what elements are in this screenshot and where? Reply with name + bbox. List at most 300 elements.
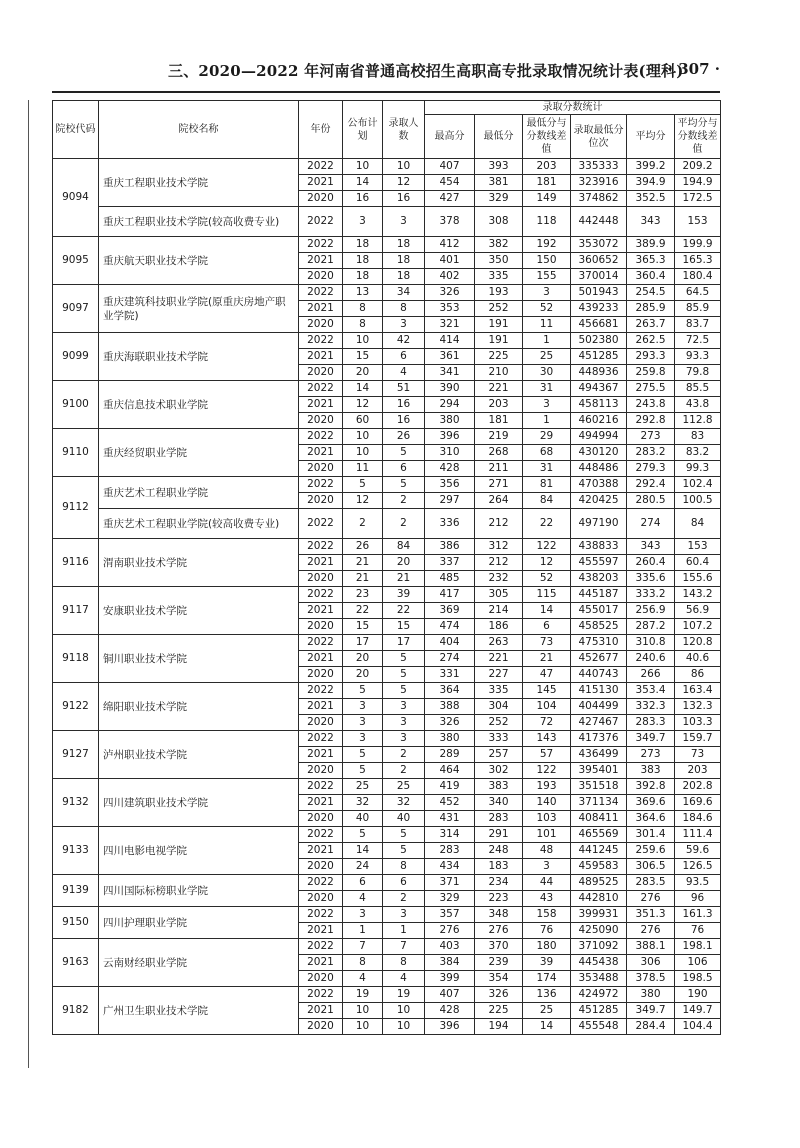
- margin-rule: [28, 100, 29, 1068]
- table-row: [53, 509, 721, 539]
- min-rank-cell: 494994: [571, 429, 627, 445]
- min-score-cell: 212: [475, 555, 523, 571]
- min-rank-cell: 353072: [571, 237, 627, 253]
- school-code: 9139: [53, 875, 99, 907]
- max-score-cell: 434: [425, 859, 475, 875]
- max-score-cell: 326: [425, 715, 475, 731]
- min-diff-cell: 203: [523, 159, 571, 175]
- plan-cell: 40: [343, 811, 383, 827]
- table-row: [53, 333, 721, 349]
- col-plan: 公布计划: [343, 101, 383, 159]
- col-code: 院校代码: [53, 101, 99, 159]
- max-score-cell: 474: [425, 619, 475, 635]
- school-code: 9110: [53, 429, 99, 477]
- min-score-cell: 268: [475, 445, 523, 461]
- min-diff-cell: 103: [523, 811, 571, 827]
- min-rank-cell: 417376: [571, 731, 627, 747]
- min-rank-cell: 452677: [571, 651, 627, 667]
- table-row: [53, 779, 721, 795]
- page-title: 三、2020—2022 年河南省普通高校招生高职高专批录取情况统计表(理科): [168, 62, 684, 80]
- avg-score-cell: 260.4: [627, 555, 675, 571]
- min-score-cell: 234: [475, 875, 523, 891]
- admitted-cell: 8: [383, 301, 425, 317]
- table-row: [53, 285, 721, 301]
- min-rank-cell: 494367: [571, 381, 627, 397]
- avg-score-cell: 287.2: [627, 619, 675, 635]
- year-cell: 2021: [299, 397, 343, 413]
- min-diff-cell: 122: [523, 539, 571, 555]
- plan-cell: 3: [343, 715, 383, 731]
- avg-diff-cell: 83.2: [675, 445, 721, 461]
- plan-cell: 26: [343, 539, 383, 555]
- school-name: 四川电影电视学院: [99, 827, 299, 875]
- year-cell: 2021: [299, 955, 343, 971]
- min-score-cell: 302: [475, 763, 523, 779]
- min-diff-cell: 52: [523, 301, 571, 317]
- avg-diff-cell: 112.8: [675, 413, 721, 429]
- min-diff-cell: 150: [523, 253, 571, 269]
- plan-cell: 3: [343, 731, 383, 747]
- min-rank-cell: 442448: [571, 207, 627, 237]
- year-cell: 2021: [299, 795, 343, 811]
- avg-score-cell: 292.4: [627, 477, 675, 493]
- admission-stats-table: [52, 100, 721, 1035]
- min-score-cell: 232: [475, 571, 523, 587]
- min-score-cell: 312: [475, 539, 523, 555]
- min-score-cell: 304: [475, 699, 523, 715]
- min-diff-cell: 136: [523, 987, 571, 1003]
- avg-diff-cell: 132.3: [675, 699, 721, 715]
- year-cell: 2022: [299, 237, 343, 253]
- max-score-cell: 378: [425, 207, 475, 237]
- min-diff-cell: 52: [523, 571, 571, 587]
- year-cell: 2020: [299, 413, 343, 429]
- avg-diff-cell: 83.7: [675, 317, 721, 333]
- max-score-cell: 402: [425, 269, 475, 285]
- admitted-cell: 10: [383, 1003, 425, 1019]
- school-code: 9117: [53, 587, 99, 635]
- min-diff-cell: 149: [523, 191, 571, 207]
- admitted-cell: 15: [383, 619, 425, 635]
- min-diff-cell: 145: [523, 683, 571, 699]
- min-rank-cell: 395401: [571, 763, 627, 779]
- year-cell: 2022: [299, 907, 343, 923]
- min-score-cell: 186: [475, 619, 523, 635]
- school-code: 9116: [53, 539, 99, 587]
- min-rank-cell: 374862: [571, 191, 627, 207]
- max-score-cell: 294: [425, 397, 475, 413]
- min-diff-cell: 57: [523, 747, 571, 763]
- min-diff-cell: 25: [523, 1003, 571, 1019]
- min-rank-cell: 489525: [571, 875, 627, 891]
- avg-diff-cell: 149.7: [675, 1003, 721, 1019]
- min-score-cell: 350: [475, 253, 523, 269]
- max-score-cell: 412: [425, 237, 475, 253]
- avg-diff-cell: 190: [675, 987, 721, 1003]
- avg-diff-cell: 85.5: [675, 381, 721, 397]
- admitted-cell: 2: [383, 493, 425, 509]
- admitted-cell: 3: [383, 207, 425, 237]
- plan-cell: 18: [343, 269, 383, 285]
- max-score-cell: 386: [425, 539, 475, 555]
- avg-diff-cell: 103.3: [675, 715, 721, 731]
- admitted-cell: 6: [383, 349, 425, 365]
- admitted-cell: 4: [383, 971, 425, 987]
- avg-score-cell: 389.9: [627, 237, 675, 253]
- min-score-cell: 210: [475, 365, 523, 381]
- school-name: 安康职业技术学院: [99, 587, 299, 635]
- admitted-cell: 5: [383, 477, 425, 493]
- col-group-scores: 录取分数统计: [425, 101, 721, 115]
- min-score-cell: 291: [475, 827, 523, 843]
- min-score-cell: 225: [475, 349, 523, 365]
- admitted-cell: 8: [383, 859, 425, 875]
- max-score-cell: 431: [425, 811, 475, 827]
- max-score-cell: 276: [425, 923, 475, 939]
- year-cell: 2021: [299, 349, 343, 365]
- avg-score-cell: 273: [627, 747, 675, 763]
- avg-score-cell: 383: [627, 763, 675, 779]
- school-name: 四川建筑职业技术学院: [99, 779, 299, 827]
- admitted-cell: 1: [383, 923, 425, 939]
- max-score-cell: 331: [425, 667, 475, 683]
- min-rank-cell: 360652: [571, 253, 627, 269]
- year-cell: 2022: [299, 333, 343, 349]
- avg-score-cell: 283.3: [627, 715, 675, 731]
- school-code: 9163: [53, 939, 99, 987]
- max-score-cell: 364: [425, 683, 475, 699]
- max-score-cell: 371: [425, 875, 475, 891]
- year-cell: 2021: [299, 699, 343, 715]
- table-row: [53, 207, 721, 237]
- plan-cell: 10: [343, 429, 383, 445]
- plan-cell: 11: [343, 461, 383, 477]
- plan-cell: 24: [343, 859, 383, 875]
- min-score-cell: 239: [475, 955, 523, 971]
- admitted-cell: 16: [383, 413, 425, 429]
- plan-cell: 5: [343, 683, 383, 699]
- max-score-cell: 396: [425, 1019, 475, 1035]
- min-score-cell: 370: [475, 939, 523, 955]
- avg-diff-cell: 86: [675, 667, 721, 683]
- year-cell: 2021: [299, 301, 343, 317]
- max-score-cell: 356: [425, 477, 475, 493]
- plan-cell: 32: [343, 795, 383, 811]
- min-score-cell: 264: [475, 493, 523, 509]
- min-score-cell: 203: [475, 397, 523, 413]
- avg-diff-cell: 143.2: [675, 587, 721, 603]
- table-row: [53, 635, 721, 651]
- min-score-cell: 257: [475, 747, 523, 763]
- avg-score-cell: 349.7: [627, 1003, 675, 1019]
- admitted-cell: 51: [383, 381, 425, 397]
- avg-score-cell: 343: [627, 207, 675, 237]
- min-rank-cell: 404499: [571, 699, 627, 715]
- min-score-cell: 333: [475, 731, 523, 747]
- min-rank-cell: 353488: [571, 971, 627, 987]
- admitted-cell: 5: [383, 843, 425, 859]
- min-score-cell: 340: [475, 795, 523, 811]
- year-cell: 2022: [299, 683, 343, 699]
- avg-diff-cell: 100.5: [675, 493, 721, 509]
- min-rank-cell: 335333: [571, 159, 627, 175]
- school-name: 绵阳职业技术学院: [99, 683, 299, 731]
- avg-score-cell: 332.3: [627, 699, 675, 715]
- year-cell: 2020: [299, 971, 343, 987]
- school-code: 9099: [53, 333, 99, 381]
- admitted-cell: 5: [383, 445, 425, 461]
- avg-score-cell: 369.6: [627, 795, 675, 811]
- table-row: [53, 939, 721, 955]
- min-score-cell: 354: [475, 971, 523, 987]
- max-score-cell: 384: [425, 955, 475, 971]
- school-name: 云南财经职业学院: [99, 939, 299, 987]
- min-score-cell: 276: [475, 923, 523, 939]
- min-score-cell: 329: [475, 191, 523, 207]
- min-score-cell: 335: [475, 269, 523, 285]
- plan-cell: 3: [343, 207, 383, 237]
- min-score-cell: 211: [475, 461, 523, 477]
- min-score-cell: 383: [475, 779, 523, 795]
- avg-score-cell: 283.2: [627, 445, 675, 461]
- table-body: [53, 159, 721, 1035]
- avg-score-cell: 276: [627, 923, 675, 939]
- avg-diff-cell: 84: [675, 509, 721, 539]
- avg-score-cell: 274: [627, 509, 675, 539]
- admitted-cell: 6: [383, 875, 425, 891]
- avg-diff-cell: 126.5: [675, 859, 721, 875]
- avg-diff-cell: 104.4: [675, 1019, 721, 1035]
- min-diff-cell: 43: [523, 891, 571, 907]
- avg-diff-cell: 79.8: [675, 365, 721, 381]
- min-rank-cell: 458525: [571, 619, 627, 635]
- table-row: [53, 827, 721, 843]
- min-diff-cell: 21: [523, 651, 571, 667]
- max-score-cell: 428: [425, 461, 475, 477]
- min-rank-cell: 399931: [571, 907, 627, 923]
- min-diff-cell: 73: [523, 635, 571, 651]
- admitted-cell: 5: [383, 683, 425, 699]
- admitted-cell: 8: [383, 955, 425, 971]
- plan-cell: 10: [343, 333, 383, 349]
- admitted-cell: 16: [383, 397, 425, 413]
- min-diff-cell: 44: [523, 875, 571, 891]
- min-score-cell: 248: [475, 843, 523, 859]
- plan-cell: 1: [343, 923, 383, 939]
- year-cell: 2022: [299, 875, 343, 891]
- table-row: [53, 237, 721, 253]
- min-score-cell: 335: [475, 683, 523, 699]
- avg-diff-cell: 161.3: [675, 907, 721, 923]
- year-cell: 2020: [299, 715, 343, 731]
- min-rank-cell: 475310: [571, 635, 627, 651]
- avg-diff-cell: 106: [675, 955, 721, 971]
- min-score-cell: 271: [475, 477, 523, 493]
- plan-cell: 23: [343, 587, 383, 603]
- max-score-cell: 314: [425, 827, 475, 843]
- min-diff-cell: 3: [523, 397, 571, 413]
- admitted-cell: 10: [383, 1019, 425, 1035]
- avg-score-cell: 292.8: [627, 413, 675, 429]
- avg-diff-cell: 209.2: [675, 159, 721, 175]
- min-rank-cell: 436499: [571, 747, 627, 763]
- year-cell: 2020: [299, 571, 343, 587]
- plan-cell: 25: [343, 779, 383, 795]
- min-diff-cell: 14: [523, 603, 571, 619]
- avg-score-cell: 283.5: [627, 875, 675, 891]
- avg-score-cell: 280.5: [627, 493, 675, 509]
- avg-score-cell: 266: [627, 667, 675, 683]
- year-cell: 2020: [299, 859, 343, 875]
- min-score-cell: 252: [475, 715, 523, 731]
- admitted-cell: 2: [383, 891, 425, 907]
- min-diff-cell: 1: [523, 333, 571, 349]
- year-cell: 2022: [299, 987, 343, 1003]
- avg-diff-cell: 99.3: [675, 461, 721, 477]
- min-diff-cell: 84: [523, 493, 571, 509]
- plan-cell: 14: [343, 175, 383, 191]
- school-code: 9182: [53, 987, 99, 1035]
- admitted-cell: 42: [383, 333, 425, 349]
- avg-score-cell: 293.3: [627, 349, 675, 365]
- max-score-cell: 427: [425, 191, 475, 207]
- plan-cell: 8: [343, 317, 383, 333]
- avg-diff-cell: 60.4: [675, 555, 721, 571]
- avg-score-cell: 360.4: [627, 269, 675, 285]
- school-code: 9095: [53, 237, 99, 285]
- min-rank-cell: 440743: [571, 667, 627, 683]
- plan-cell: 4: [343, 891, 383, 907]
- year-cell: 2022: [299, 381, 343, 397]
- min-score-cell: 181: [475, 413, 523, 429]
- school-code: 9122: [53, 683, 99, 731]
- min-rank-cell: 502380: [571, 333, 627, 349]
- col-admitted: 录取人数: [383, 101, 425, 159]
- year-cell: 2022: [299, 207, 343, 237]
- min-rank-cell: 439233: [571, 301, 627, 317]
- avg-score-cell: 380: [627, 987, 675, 1003]
- min-score-cell: 305: [475, 587, 523, 603]
- year-cell: 2022: [299, 587, 343, 603]
- min-score-cell: 227: [475, 667, 523, 683]
- avg-diff-cell: 43.8: [675, 397, 721, 413]
- admitted-cell: 5: [383, 827, 425, 843]
- min-rank-cell: 323916: [571, 175, 627, 191]
- max-score-cell: 380: [425, 731, 475, 747]
- avg-diff-cell: 93.3: [675, 349, 721, 365]
- max-score-cell: 380: [425, 413, 475, 429]
- min-score-cell: 194: [475, 1019, 523, 1035]
- min-diff-cell: 76: [523, 923, 571, 939]
- min-rank-cell: 501943: [571, 285, 627, 301]
- min-score-cell: 308: [475, 207, 523, 237]
- min-diff-cell: 1: [523, 413, 571, 429]
- year-cell: 2021: [299, 555, 343, 571]
- year-cell: 2020: [299, 811, 343, 827]
- min-diff-cell: 48: [523, 843, 571, 859]
- plan-cell: 3: [343, 699, 383, 715]
- plan-cell: 5: [343, 827, 383, 843]
- avg-score-cell: 276: [627, 891, 675, 907]
- school-name: 重庆信息技术职业学院: [99, 381, 299, 429]
- plan-cell: 3: [343, 907, 383, 923]
- year-cell: 2021: [299, 603, 343, 619]
- admitted-cell: 2: [383, 747, 425, 763]
- min-diff-cell: 174: [523, 971, 571, 987]
- school-name: 重庆艺术工程职业学院(较高收费专业): [99, 509, 299, 539]
- min-diff-cell: 3: [523, 859, 571, 875]
- min-diff-cell: 101: [523, 827, 571, 843]
- min-score-cell: 183: [475, 859, 523, 875]
- school-name: 四川护理职业学院: [99, 907, 299, 939]
- min-diff-cell: 192: [523, 237, 571, 253]
- school-code: 9150: [53, 907, 99, 939]
- min-rank-cell: 425090: [571, 923, 627, 939]
- min-diff-cell: 3: [523, 285, 571, 301]
- plan-cell: 60: [343, 413, 383, 429]
- min-diff-cell: 47: [523, 667, 571, 683]
- max-score-cell: 390: [425, 381, 475, 397]
- admitted-cell: 84: [383, 539, 425, 555]
- school-name: 泸州职业技术学院: [99, 731, 299, 779]
- avg-score-cell: 243.8: [627, 397, 675, 413]
- avg-score-cell: 335.6: [627, 571, 675, 587]
- avg-score-cell: 310.8: [627, 635, 675, 651]
- min-rank-cell: 351518: [571, 779, 627, 795]
- min-diff-cell: 31: [523, 381, 571, 397]
- max-score-cell: 336: [425, 509, 475, 539]
- max-score-cell: 369: [425, 603, 475, 619]
- year-cell: 2022: [299, 429, 343, 445]
- school-code: 9118: [53, 635, 99, 683]
- table-row: [53, 429, 721, 445]
- min-rank-cell: 456681: [571, 317, 627, 333]
- plan-cell: 10: [343, 159, 383, 175]
- min-diff-cell: 12: [523, 555, 571, 571]
- plan-cell: 16: [343, 191, 383, 207]
- max-score-cell: 403: [425, 939, 475, 955]
- admitted-cell: 34: [383, 285, 425, 301]
- min-rank-cell: 408411: [571, 811, 627, 827]
- page-header: [52, 58, 720, 88]
- max-score-cell: 428: [425, 1003, 475, 1019]
- min-rank-cell: 371092: [571, 939, 627, 955]
- avg-diff-cell: 120.8: [675, 635, 721, 651]
- avg-score-cell: 259.8: [627, 365, 675, 381]
- admitted-cell: 22: [383, 603, 425, 619]
- school-name: 重庆工程职业技术学院(较高收费专业): [99, 207, 299, 237]
- plan-cell: 20: [343, 667, 383, 683]
- avg-score-cell: 364.6: [627, 811, 675, 827]
- year-cell: 2020: [299, 269, 343, 285]
- min-score-cell: 393: [475, 159, 523, 175]
- school-code: 9097: [53, 285, 99, 333]
- plan-cell: 10: [343, 445, 383, 461]
- avg-score-cell: 306.5: [627, 859, 675, 875]
- school-code: 9133: [53, 827, 99, 875]
- max-score-cell: 321: [425, 317, 475, 333]
- avg-diff-cell: 153: [675, 207, 721, 237]
- max-score-cell: 283: [425, 843, 475, 859]
- admitted-cell: 10: [383, 159, 425, 175]
- min-rank-cell: 451285: [571, 349, 627, 365]
- min-diff-cell: 31: [523, 461, 571, 477]
- max-score-cell: 404: [425, 635, 475, 651]
- min-rank-cell: 438833: [571, 539, 627, 555]
- year-cell: 2020: [299, 191, 343, 207]
- avg-diff-cell: 180.4: [675, 269, 721, 285]
- year-cell: 2020: [299, 619, 343, 635]
